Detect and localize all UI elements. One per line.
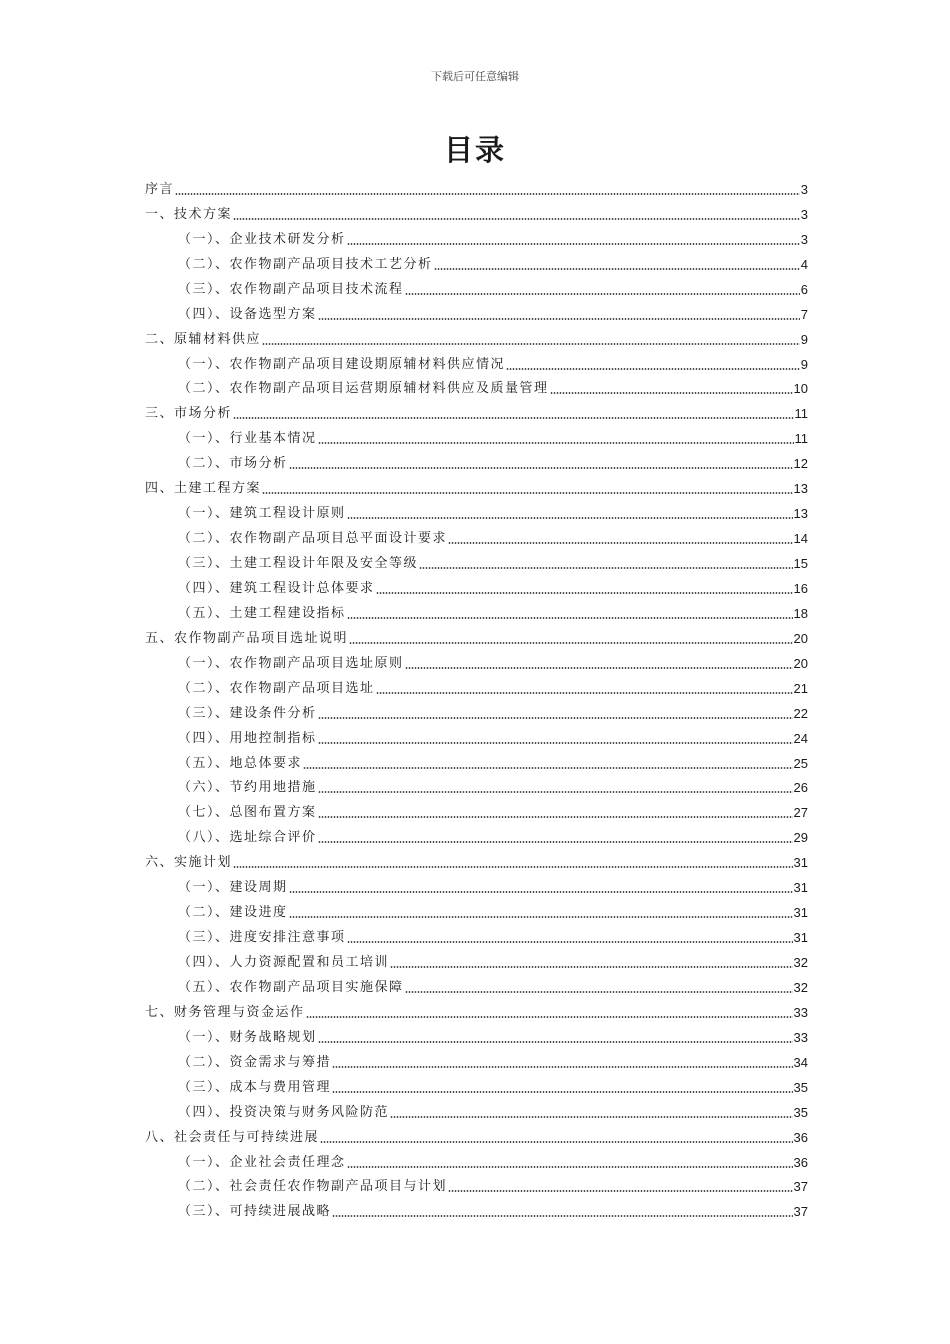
toc-entry-label: （四）、人力资源配置和员工培训 (178, 955, 390, 970)
toc-leader-dots (318, 717, 793, 719)
toc-entry-label: 七、财务管理与资金运作 (145, 1004, 305, 1020)
toc-entry-page: 22 (793, 705, 808, 721)
toc-leader-dots (376, 592, 793, 594)
toc-entry[interactable] (145, 374, 808, 399)
toc-entry-label: （五）、农作物副产品项目实施保障 (178, 979, 404, 995)
toc-entry-label: （一）、建筑工程设计原则 (178, 506, 346, 522)
toc-entry[interactable] (145, 199, 808, 224)
toc-entry-page: 20 (793, 655, 808, 671)
toc-entry[interactable] (145, 872, 808, 897)
toc-entry-label: （二）、市场分析 (178, 456, 288, 472)
toc-entry-page: 36 (793, 1154, 808, 1170)
toc-entry-label: （四）、设备选型方案 (178, 306, 317, 322)
toc-entry-page: 37 (793, 1179, 808, 1195)
toc-entry[interactable] (145, 398, 808, 423)
toc-entry[interactable] (145, 648, 808, 673)
toc-leader-dots (318, 318, 800, 320)
toc-entry[interactable] (145, 224, 808, 249)
header-note: 下载后可任意编辑 (431, 70, 519, 83)
toc-entry-page: 25 (793, 755, 808, 771)
toc-leader-dots (347, 517, 793, 519)
toc-entry-page: 33 (793, 1004, 808, 1020)
toc-entry[interactable] (145, 548, 808, 573)
toc-entry[interactable] (145, 1172, 808, 1197)
toc-leader-dots (347, 243, 800, 245)
toc-entry-label: （一）、财务战略规划 (178, 1029, 317, 1045)
toc-entry-page: 18 (793, 605, 808, 621)
toc-entry[interactable] (145, 1097, 808, 1122)
toc-entry[interactable] (145, 997, 808, 1022)
toc-entry[interactable] (145, 1147, 808, 1172)
toc-leader-dots (320, 1141, 793, 1143)
toc-entry-page: 13 (793, 506, 808, 522)
toc-leader-dots (318, 841, 793, 843)
toc-entry[interactable] (145, 797, 808, 822)
toc-entry-label: （五）、土建工程建设指标 (178, 605, 346, 621)
toc-leader-dots (233, 218, 800, 220)
toc-entry[interactable] (145, 349, 808, 374)
toc-entry-label: （一）、行业基本情况 (178, 431, 317, 447)
toc-entry-page: 16 (793, 580, 808, 596)
toc-entry-page: 3 (800, 231, 808, 247)
toc-entry-page: 7 (800, 306, 808, 322)
toc-entry[interactable] (145, 822, 808, 847)
toc-entry-label: （一）、建设周期 (178, 880, 288, 896)
toc-leader-dots (289, 916, 793, 918)
toc-title: 目录 (443, 133, 506, 167)
toc-entry[interactable] (145, 473, 808, 498)
toc-entry[interactable] (145, 947, 808, 972)
toc-entry[interactable] (145, 623, 808, 648)
toc-entry-page: 37 (793, 1204, 808, 1220)
toc-leader-dots (318, 742, 793, 744)
toc-entry-page: 34 (793, 1054, 808, 1070)
toc-entry[interactable] (145, 573, 808, 598)
toc-leader-dots (289, 467, 793, 469)
toc-entry-page: 10 (793, 381, 808, 397)
toc-leader-dots (405, 667, 793, 669)
toc-entry-page: 29 (793, 830, 808, 846)
toc-entry-page: 11 (794, 406, 808, 422)
toc-entry-label: （一）、农作物副产品项目选址原则 (178, 655, 404, 671)
toc-entry-page: 15 (793, 556, 808, 571)
toc-entry[interactable] (145, 299, 808, 324)
toc-entry-label: （四）、建筑工程设计总体要求 (178, 580, 375, 596)
toc-leader-dots (448, 1190, 793, 1192)
toc-entry[interactable] (145, 723, 808, 748)
toc-entry-label: 八、社会责任与可持续进展 (145, 1129, 320, 1145)
toc-entry[interactable] (145, 498, 808, 523)
toc-entry[interactable] (145, 1047, 808, 1072)
toc-leader-dots (347, 1166, 793, 1168)
toc-entry[interactable] (145, 922, 808, 947)
toc-entry-label: （二）、农作物副产品项目运营期原辅材料供应及质量管理 (178, 381, 549, 397)
toc-leader-dots (318, 791, 793, 793)
toc-entry-page: 4 (800, 256, 808, 272)
toc-leader-dots (289, 891, 793, 893)
toc-entry-label: （二）、农作物副产品项目总平面设计要求 (178, 531, 448, 547)
toc-entry-page: 12 (793, 456, 808, 472)
toc-entry-label: （七）、总图布置方案 (178, 805, 317, 821)
toc-entry-page: 35 (793, 1079, 808, 1095)
toc-leader-dots (448, 542, 793, 544)
toc-entry-label: （二）、社会责任农作物副产品项目与计划 (178, 1179, 448, 1195)
toc-entry-label: 二、原辅材料供应 (145, 331, 262, 347)
toc-leader-dots (434, 268, 800, 270)
toc-entry[interactable] (145, 1196, 808, 1221)
toc-entry-label: 三、市场分析 (145, 406, 233, 422)
toc-entry[interactable] (145, 324, 808, 349)
toc-leader-dots (332, 1066, 793, 1068)
toc-entry-page: 3 (800, 206, 808, 222)
toc-entry[interactable] (145, 847, 808, 872)
toc-leader-dots (262, 343, 800, 345)
toc-entry-page: 9 (800, 331, 808, 347)
toc-entry-page: 3 (800, 181, 808, 197)
toc-entry-page: 14 (793, 531, 808, 547)
toc-entry-page: 21 (793, 680, 808, 696)
toc-entry-label: 一、技术方案 (145, 206, 233, 222)
toc-entry[interactable] (145, 748, 808, 773)
toc-entry-page: 9 (800, 356, 808, 372)
toc-leader-dots (390, 966, 793, 968)
toc-entry-page: 24 (793, 730, 808, 746)
toc-leader-dots (233, 866, 793, 868)
toc-entry[interactable] (145, 1022, 808, 1047)
toc-entry[interactable] (145, 448, 808, 473)
toc-leader-dots (349, 642, 793, 644)
toc-entry-label: （四）、用地控制指标 (178, 730, 317, 746)
toc-entry-page: 33 (793, 1029, 808, 1045)
toc-leader-dots (332, 1215, 793, 1217)
toc-entry-label: （一）、企业社会责任理念 (178, 1154, 346, 1170)
toc-entry-page: 13 (793, 481, 808, 497)
toc-leader-dots (390, 1116, 793, 1118)
toc-leader-dots (318, 816, 793, 818)
toc-leader-dots (262, 492, 793, 494)
toc-entry-label: （三）、可持续进展战略 (178, 1204, 332, 1220)
toc-entry-page: 31 (793, 930, 808, 946)
toc-entry-label: （三）、农作物副产品项目技术流程 (178, 281, 404, 297)
toc-leader-dots (347, 617, 793, 619)
toc-entry-page: 20 (793, 630, 808, 646)
toc-leader-dots (550, 392, 793, 394)
toc-leader-dots (376, 692, 793, 694)
toc-entry[interactable] (145, 274, 808, 299)
toc-entry-page: 31 (793, 855, 808, 871)
toc-entry-label: 六、实施计划 (145, 855, 233, 871)
toc-entry[interactable] (145, 1072, 808, 1097)
toc-entry-label: （二）、农作物副产品项目技术工艺分析 (178, 256, 433, 272)
toc-entry[interactable] (145, 523, 808, 548)
toc-entry-label: （六）、节约用地措施 (178, 780, 317, 796)
toc-entry-page: 32 (793, 955, 808, 970)
toc-entry-page: 32 (793, 979, 808, 995)
toc-entry[interactable] (145, 698, 808, 723)
toc-leader-dots (318, 1041, 793, 1043)
toc-leader-dots (332, 1091, 793, 1093)
toc-entry-page: 6 (800, 281, 808, 297)
toc-entry-label: 五、农作物副产品项目选址说明 (145, 630, 349, 646)
toc-entry[interactable] (145, 673, 808, 698)
toc-entry-label: （三）、建设条件分析 (178, 705, 317, 721)
toc-entry-label: （三）、成本与费用管理 (178, 1079, 332, 1095)
toc-entry-page: 27 (793, 805, 808, 821)
toc-entry[interactable] (145, 174, 808, 199)
toc-entry-label: 序言 (145, 181, 175, 197)
toc-entry-label: （二）、农作物副产品项目选址 (178, 680, 375, 696)
toc-leader-dots (419, 567, 793, 569)
toc-entry-label: （五）、地总体要求 (178, 755, 303, 771)
toc-entry-label: （三）、进度安排注意事项 (178, 930, 346, 946)
toc-entry-label: （四）、投资决策与财务风险防范 (178, 1104, 390, 1120)
toc-leader-dots (405, 293, 800, 295)
toc-entry[interactable] (145, 897, 808, 922)
toc-entry-label: （二）、资金需求与筹措 (178, 1054, 332, 1070)
toc-entry[interactable] (145, 598, 808, 623)
table-of-contents (145, 174, 808, 1221)
toc-entry-page: 31 (793, 905, 808, 921)
toc-entry-label: （一）、企业技术研发分析 (178, 231, 346, 247)
toc-entry-page: 11 (794, 431, 808, 447)
toc-entry[interactable] (145, 423, 808, 448)
toc-entry[interactable] (145, 1122, 808, 1147)
toc-entry-page: 31 (793, 880, 808, 896)
toc-leader-dots (318, 442, 794, 444)
toc-leader-dots (506, 368, 800, 370)
toc-entry[interactable] (145, 249, 808, 274)
toc-leader-dots (347, 941, 793, 943)
toc-leader-dots (306, 1016, 793, 1018)
toc-entry-page: 26 (793, 780, 808, 796)
toc-entry-label: 四、土建工程方案 (145, 481, 262, 497)
toc-entry[interactable] (145, 773, 808, 798)
toc-entry-label: （二）、建设进度 (178, 905, 288, 921)
toc-leader-dots (233, 417, 793, 419)
toc-leader-dots (303, 767, 793, 769)
toc-entry-label: （一）、农作物副产品项目建设期原辅材料供应情况 (178, 356, 506, 372)
toc-leader-dots (175, 193, 800, 195)
toc-entry-page: 35 (793, 1104, 808, 1120)
toc-entry[interactable] (145, 972, 808, 997)
toc-entry-label: （三）、土建工程设计年限及安全等级 (178, 556, 419, 571)
toc-entry-page: 36 (793, 1129, 808, 1145)
toc-leader-dots (405, 991, 793, 993)
toc-entry-label: （八）、选址综合评价 (178, 830, 317, 846)
